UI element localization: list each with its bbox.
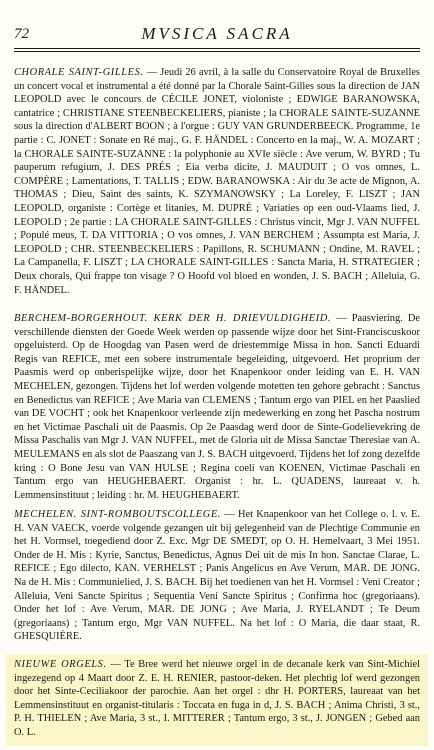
section-berchem-borgerhout	[14, 312, 420, 502]
section-body: — Te Bree werd het nieuwe orgel in de decanale kerk van Sint-Michiel ingezegend op 4 Maart door Z. E. H. RENIER, pastoor-deken. Het plechtig lof werd gezongen door het Sinte-Ceciliakoor der parochie. Aan het orgel : dhr H. PORTERS, laureaat van het Lemmensinstituut en organist-titularis : Toccata en fuga in d, J. S. BACH ; Anima Christi, 3 st., P. H. THIELEN ; Ave Maria, 3 st., I. MITTERER ; Tantum ergo, 3 st., J. JONGEN ; Gebed aan O. L.	[14, 659, 421, 738]
page-header	[14, 22, 420, 48]
section-paragraph	[14, 658, 420, 740]
header-rule-top	[14, 48, 420, 49]
page-number: 72	[14, 26, 29, 42]
section-paragraph	[14, 312, 420, 502]
section-body: — Paasviering. De verschillende diensten der Goede Week werden op passende wijze door het Sint-Franciscuskoor opgeluisterd. Op de Hoogdag van Pasen werd de driestemmige Missa in hon. Sancti Eduardi Regis van REFICE, met een sobere instrumentale begeleiding, uitgevoerd. Het proprium der Paasmis werd op onberispelijke wijze, door het Knapenkoor onder leiding van E. H. VAN MECHELEN, gezongen. Tijdens het lof werden volgende motetten ten gehore gebracht : Sanctus en Benedictus van REFICE ; Ave Maria van CLEMENS ; Tantum ergo van PIEL en het Paaslied van DE VOCHT ; ook het Knapenkoor verleende zijn medewerking en zong het Pascha nostrum en het Victimae Paschali uit de Paasmis. Op 2e Paasdag werd door de Sinte-Godelievekring de Missa Paschalis van Mgr J. VAN NUFFEL, met de Gloria uit de Missa Sanctae Theresiae van A. MEULEMANS en als slot de Paaszang van J. S. BACH uitgevoerd. Tijdens het lof zong dezelfde kring : O Bone Jesu van VAN HULSE ; Regina coeli van KOENEN, Victimae Paschali en Tantum ergo van HEUGHEBAERT. Organist : hr. L. QUADENS, laureaat v. h. Lemmensinstituut ; leiding : hr. M. HEUGHEBAERT.	[14, 313, 420, 501]
running-title: MVSICA SACRA	[141, 24, 293, 43]
section-paragraph	[14, 508, 420, 644]
section-heading: BERCHEM-BORGERHOUT. KERK DER H. DRIEVULDIGHEID.	[14, 313, 332, 324]
section-mechelen	[14, 508, 420, 644]
section-body: — Jeudi 26 avril, à la salle du Conservatoire Royal de Bruxelles un concert vocal et instrumental a été donné par la Chorale Saint-Gilles sous la direction de JAN LEOPOLD avec le concours de CÉCILE JONET, violoniste ; EDWIGE BARANOWSKA, cantatrice ; CHRISTIANE STEENBECKELIERS, pianiste ; la CHORALE SAINTE-SUZANNE sous la direction d'ALBERT BOON ; à l'orgue : GUY VAN GRUNDERBEECK. Programme, 1e partie : C. JONET : Sonate en Ré maj., G. F. HÄNDEL : Concerto en la maj., W. A. MOZART ; la CHORALE SAINTE-SUZANNE : la polyphonie au XVIe siècle : Ave verum, W. BYRD ; Tu pauperum refugium, J. DES PRÉS ; Eia verba dicite, J. MAUDUIT ; O vos omnes, L. COMPÈRE ; Lamentations, T. TALLIS ; EDW. BARANOWSKA : Air du 3e acte de Mignon, A. THOMAS ; Dieu, Saint des saints, K. SZYMANOWSKY ; La Loreley, F. LISZT ; JAN LEOPOLD, organiste : Cortège et litanies, M. DUPRÉ ; Variaties op een oud-Vlaams lied, J. LEOPOLD ; 2e partie : LA CHORALE SAINT-GILLES : Christus vincit, Mgr J. VAN NUFFEL ; Populé meus, T. DA VITTORIA ; O vos omnes, J. VAN BERCHEM ; Assumpta est Maria, J. LEOPOLD ; CHR. STEENBECKELIERS : Papillons, R. SCHUMANN ; Ondine, M. RAVEL ; La Campanella, F. LISZT ; LA CHORALE SAINT-GILLES : Sancta Maria, H. STRATEGIER ; Deux chorals, Qui frappe ton visage ? O Hoofd vol bloed en wonden, J. S. BACH ; Alleluia, G. F. HÄNDEL.	[14, 67, 420, 296]
section-body: — Het Knapenkoor van het College o. l. v. E. H. VAN VAECK, voerde volgende gezangen uit bij gelegenheid van de Plechtige Communie en het H. Vormsel, toegediend door Z. Exc. Mgr DE SMEDT, op O. H. Hemelvaart, 3 Mei 1951. Onder de H. Mis : Kyrie, Sanctus, Benedictus, Agnus Dei uit de mis In hon. Sanctae Clarae, L. REFICE ; Ego dilecto, KAN. VERHELST ; Panis Angelicus en Ave Verum, MAR. DE JONG. Na de H. Mis : Communielied, J. S. BACH. Bij het toedienen van het H. Vormsel : Veni Creator ; Alleluia, Veni Sancte Spiritus ; Sequentia Veni Sancte Spiritus ; Confirma hoc (gregoriaans). Onder het lof : Ave Verum, MAR. DE JONG ; Ave Maria, J. RYELANDT ; Te Deum (gregoriaans) ; Tantum ergo, Mgr VAN NUFFEL. Na het lof : O Maria, die daar staat, R. GHESQUIÈRE.	[14, 509, 420, 643]
section-heading: NIEUWE ORGELS.	[14, 659, 107, 670]
section-chorale-saint-gilles	[14, 66, 420, 297]
header-rule-bottom	[14, 51, 420, 52]
section-paragraph	[14, 66, 420, 297]
section-nieuwe-orgels	[6, 654, 428, 746]
section-heading: MECHELEN. SINT-ROMBOUTSCOLLEGE.	[14, 509, 221, 520]
section-heading: CHORALE SAINT-GILLES.	[14, 67, 144, 78]
